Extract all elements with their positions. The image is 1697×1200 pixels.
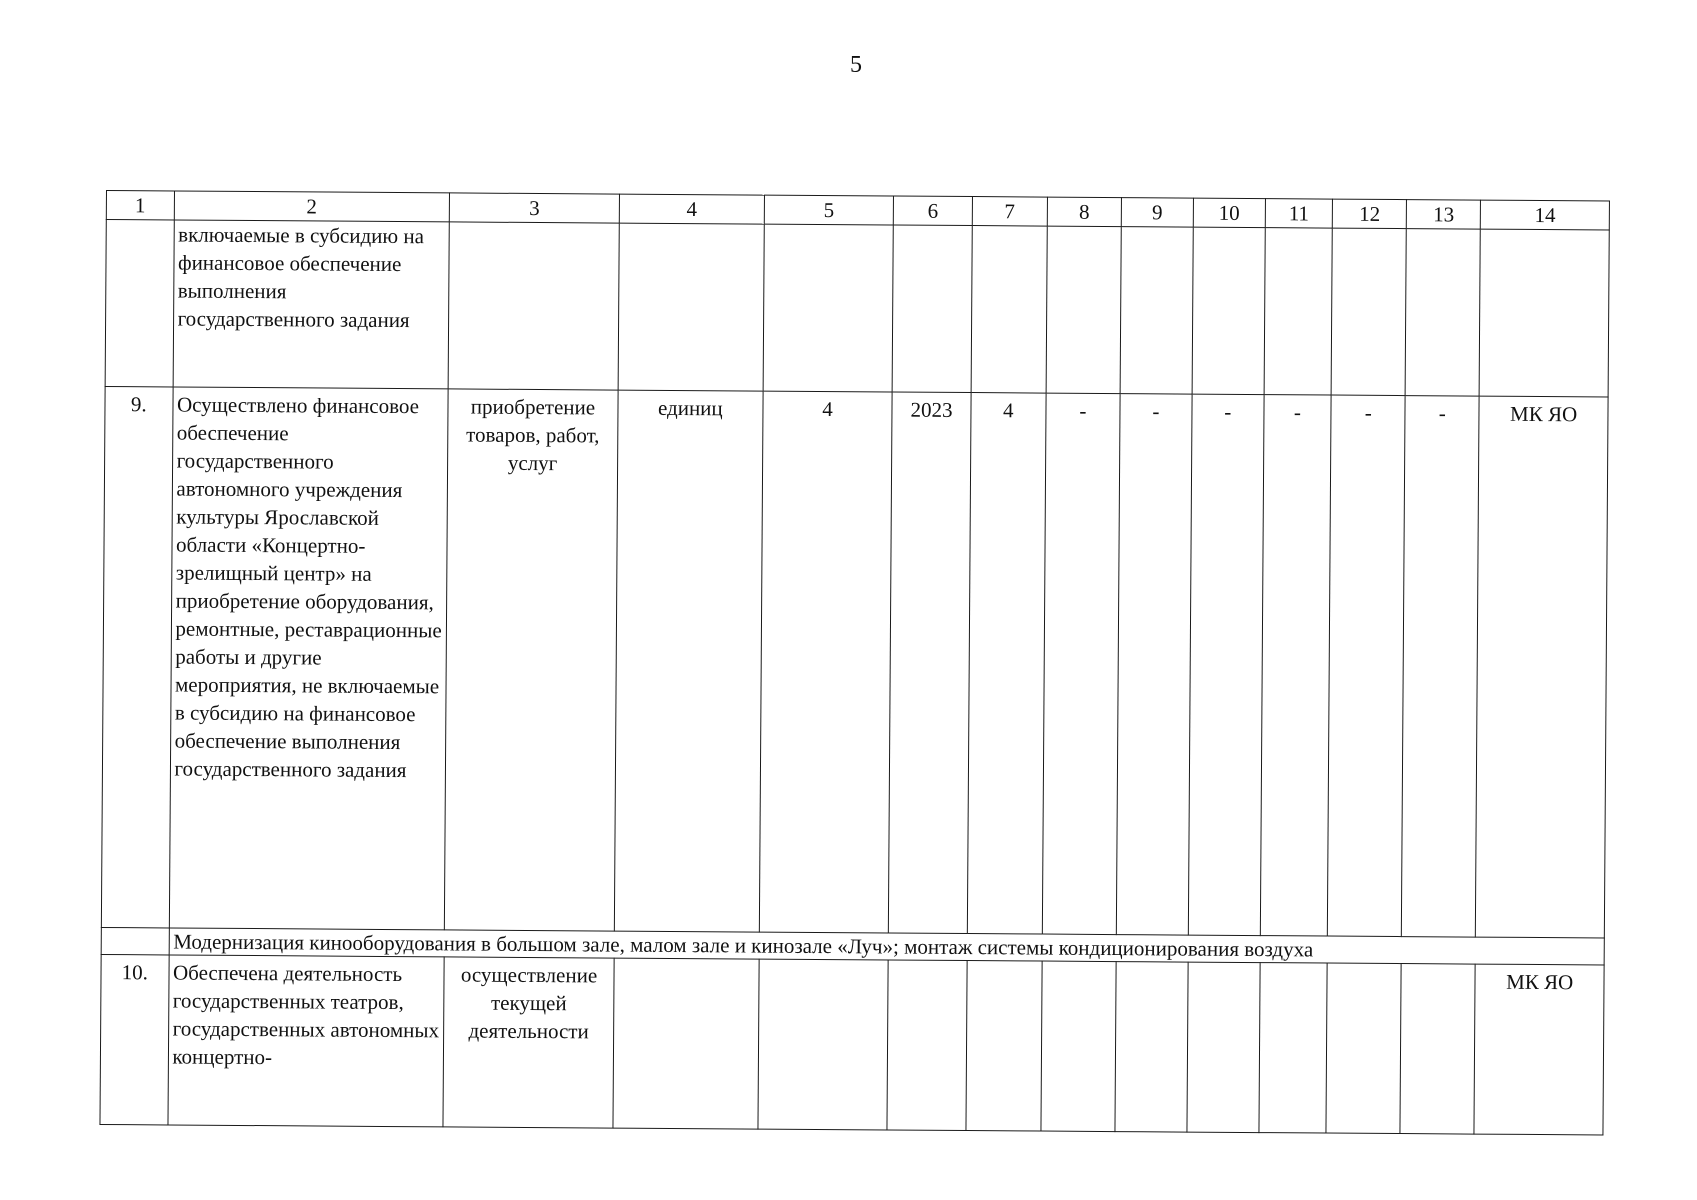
cell-value — [1115, 962, 1188, 1132]
header-cell: 7 — [972, 197, 1047, 227]
cell — [1331, 228, 1406, 396]
cell-result: включаемые в субсидию на финансовое обеспечение выполнения государственного задания — [173, 220, 450, 389]
page-number: 5 — [850, 52, 862, 78]
header-cell: 4 — [619, 194, 764, 224]
header-cell: 9 — [1121, 198, 1193, 228]
header-cell: 5 — [764, 195, 894, 225]
cell — [1405, 229, 1480, 397]
cell-responsible: МК ЯО — [1476, 396, 1608, 938]
cell-value — [1400, 964, 1475, 1135]
cell-value: - — [1042, 393, 1120, 935]
cell — [448, 222, 619, 390]
cell — [1192, 227, 1265, 394]
cell-index — [105, 220, 174, 387]
cell-responsible: МК ЯО — [1474, 964, 1604, 1135]
cell-value: - — [1402, 396, 1480, 938]
cell — [971, 226, 1047, 394]
cell-base-value — [758, 959, 889, 1130]
cell — [763, 224, 894, 392]
cell-value: - — [1116, 394, 1192, 935]
header-cell: 6 — [894, 196, 973, 226]
cell-value — [1326, 963, 1401, 1134]
header-cell: 11 — [1265, 199, 1333, 228]
cell — [1120, 227, 1193, 394]
cell-value — [1259, 963, 1328, 1133]
cell-index: 9. — [101, 386, 172, 927]
cell-value — [1041, 961, 1116, 1132]
table-row-continuation — [105, 220, 1609, 397]
cell — [618, 223, 764, 391]
cell-index — [101, 927, 169, 954]
cell-value — [1187, 962, 1260, 1132]
cell-value: - — [1188, 394, 1264, 935]
header-cell: 2 — [174, 191, 450, 222]
cell-result: Осуществлено финансовое обеспечение государственного автономного учреждения культуры Ярославской области «Концертно-зрелищный центр» на приобретение оборудования, ремонтные, реставрационные работы и другие мероприятия, не включаемые в субсидию на финансовое обеспечение выполнения государственного задания — [169, 387, 448, 930]
header-cell: 10 — [1193, 198, 1265, 228]
cell-value: - — [1260, 395, 1331, 936]
cell-unit — [613, 958, 759, 1129]
cell-result: Обеспечена деятельность государственных театров, государственных автономных концертно- — [167, 955, 444, 1127]
data-table — [99, 190, 1609, 1135]
section-title: Модернизация кинооборудования в большом зале, малом зале и кинозале «Луч»; монтаж системы кондиционирования воздуха — [169, 928, 1605, 965]
cell-value: 4 — [967, 393, 1046, 935]
cell — [1479, 229, 1609, 397]
cell-base-year: 2023 — [889, 392, 971, 934]
header-cell: 14 — [1481, 200, 1610, 230]
cell — [892, 225, 972, 393]
header-cell: 12 — [1333, 199, 1407, 229]
cell-base-year — [887, 960, 967, 1131]
header-cell: 1 — [106, 191, 174, 220]
cell-base-value: 4 — [759, 391, 892, 933]
header-cell: 3 — [449, 193, 619, 223]
cell — [1264, 228, 1333, 395]
header-cell: 8 — [1047, 197, 1121, 227]
cell-index: 10. — [100, 954, 169, 1124]
cell — [1046, 226, 1121, 394]
table-row-10 — [100, 954, 1604, 1134]
cell-event-type: осуществление текущей деятельности — [443, 957, 614, 1128]
cell-unit: единиц — [614, 390, 763, 932]
cell-event-type: приобретение товаров, работ, услуг — [444, 389, 618, 931]
table-row-9 — [101, 386, 1608, 937]
cell-value — [966, 961, 1042, 1132]
cell-value: - — [1328, 395, 1406, 937]
header-cell: 13 — [1407, 200, 1481, 230]
